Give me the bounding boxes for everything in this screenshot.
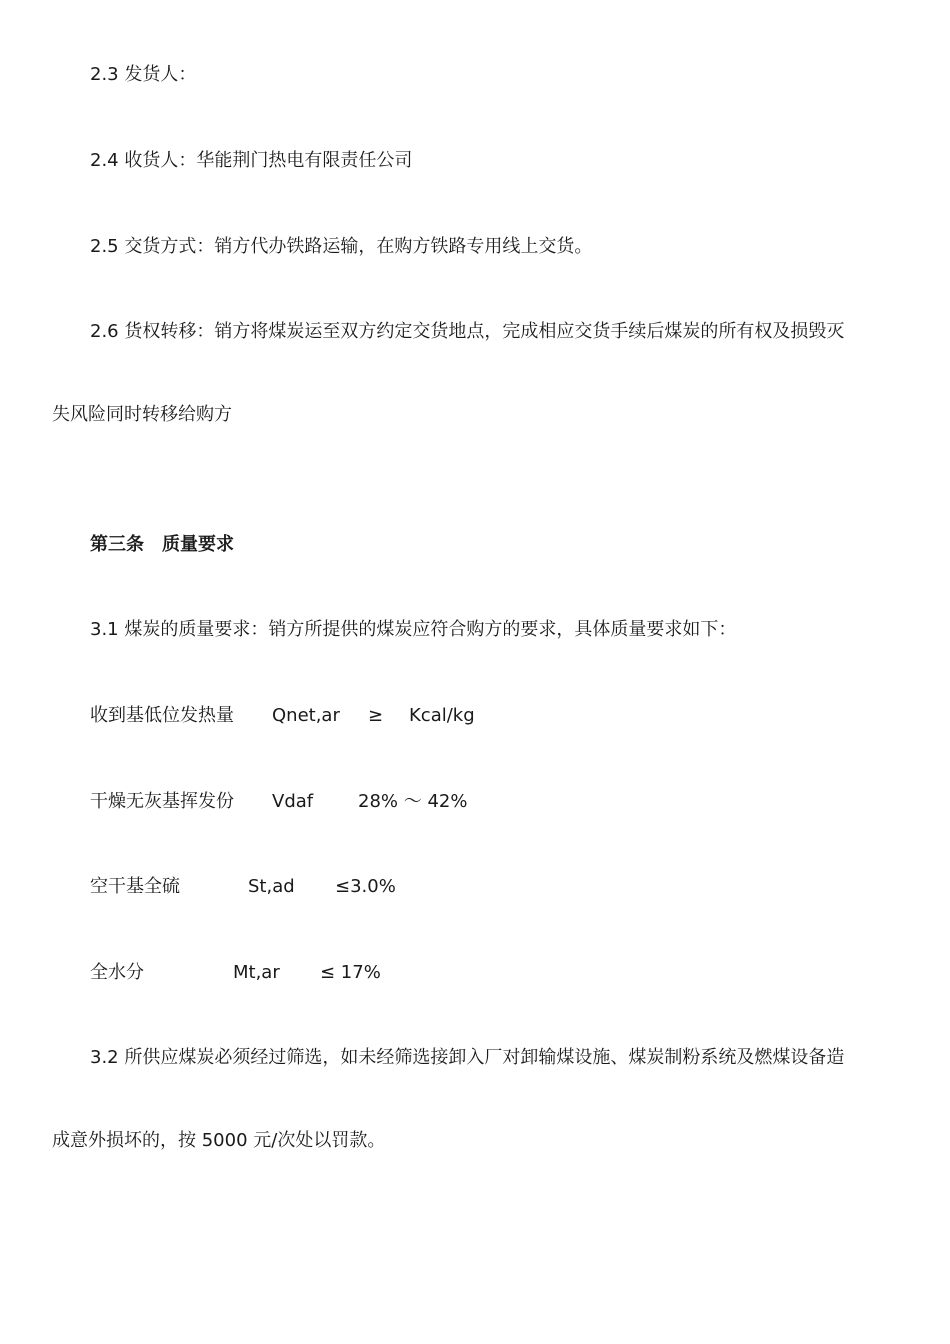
clause-2-4: 2.4 收货人：华能荆门热电有限责任公司	[90, 150, 413, 171]
quality-symbol: Vdaf	[272, 791, 314, 812]
quality-row-moisture	[90, 958, 902, 988]
quality-name: 收到基低位发热量	[90, 705, 234, 726]
quality-row-volatile	[90, 787, 902, 817]
quality-symbol: Mt,ar	[233, 962, 280, 983]
clause-2-6-line2: 失风险同时转移给购方	[52, 404, 232, 425]
quality-name: 全水分	[90, 962, 144, 983]
quality-value: 28% ～ 42%	[358, 791, 468, 812]
section-3-title: 第三条 质量要求	[90, 534, 234, 555]
clause-3-2-line1: 3.2 所供应煤炭必须经过筛选，如未经筛选接卸入厂对卸输煤设施、煤炭制粉系统及燃煤设备造	[90, 1047, 845, 1068]
clause-3-1: 3.1 煤炭的质量要求：销方所提供的煤炭应符合购方的要求，具体质量要求如下：	[90, 619, 737, 640]
quality-symbol: Qnet,ar	[272, 705, 340, 726]
quality-row-sulfur	[90, 872, 902, 902]
quality-value: ≤ 17%	[320, 962, 381, 983]
clause-2-5: 2.5 交货方式：销方代办铁路运输，在购方铁路专用线上交货。	[90, 236, 593, 257]
quality-row-heat	[90, 701, 902, 731]
quality-name: 空干基全硫	[90, 876, 180, 897]
quality-op: ≥	[368, 705, 384, 726]
quality-value: Kcal/kg	[409, 705, 475, 726]
clause-3-2-line2: 成意外损坏的，按 5000 元/次处以罚款。	[52, 1130, 386, 1151]
quality-symbol: St,ad	[248, 876, 295, 897]
quality-value: ≤3.0%	[335, 876, 396, 897]
clause-2-3: 2.3 发货人：	[90, 64, 197, 85]
clause-2-6-line1: 2.6 货权转移：销方将煤炭运至双方约定交货地点，完成相应交货手续后煤炭的所有权及损毁灭	[90, 321, 845, 342]
quality-name: 干燥无灰基挥发份	[90, 791, 234, 812]
